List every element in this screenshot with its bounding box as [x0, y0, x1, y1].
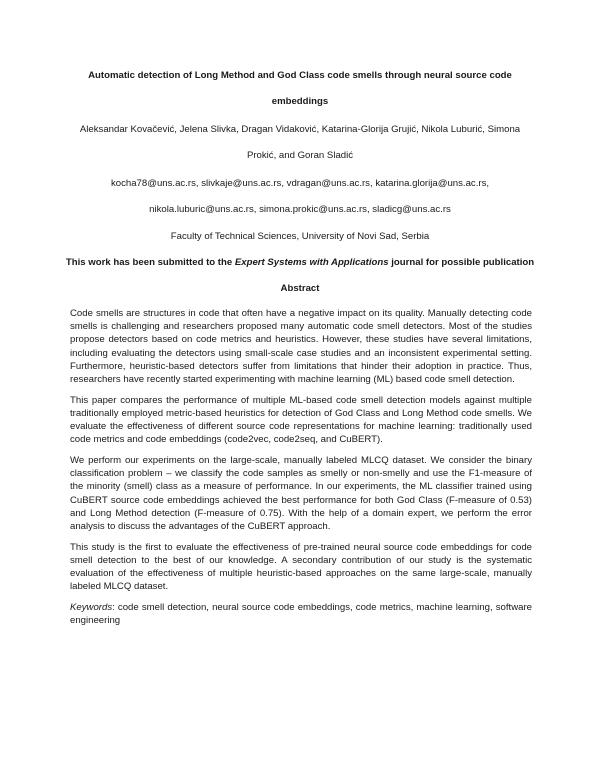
affiliation: Faculty of Technical Sciences, University of Novi Sad, Serbia [170, 231, 430, 242]
abstract-paragraph-4: This study is the first to evaluate the effectiveness of pre-trained neural source code embeddings for code smell detection to the best of our knowledge. A secondary contribution of our study is the systematic evaluation of the effectiveness of multiple heuristic-based approaches on the same large-scale, manually labeled MLCQ dataset. [70, 541, 532, 593]
abstract-paragraph-1: Code smells are structures in code that often have a negative impact on its quality. Manually detecting code smells is challenging and researchers proposed many automatic code smell detectors. Most of the studies propose detectors based on code metrics and heuristics. However, these studies have several limitations, including evaluating the detectors using small-scale case studies and an inconsistent experimental setting. Furthermore, heuristic-based detectors suffer from limitations that hinder their adoption in practice. Thus, researchers have recently started experimenting with machine learning (ML) based code smell detection. [70, 308, 532, 386]
keywords [70, 601, 532, 627]
emails-line-1: kocha78@uns.ac.rs, slivkaje@uns.ac.rs, vdragan@uns.ac.rs, katarina.glorija@uns.ac.rs, [110, 178, 490, 189]
abstract-body [70, 307, 532, 635]
submission-post: journal for possible publication [388, 257, 535, 268]
submission-pre: This work has been submitted to the [65, 257, 235, 268]
authors-line-1: Aleksandar Kovačević, Jelena Slivka, Dragan Vidaković, Katarina-Glorija Grujić, Nikola Luburić, Simona [79, 124, 521, 135]
submission-journal: Expert Systems with Applications [234, 257, 389, 268]
abstract-heading: Abstract [280, 283, 320, 294]
emails-line-2: nikola.luburic@uns.ac.rs, simona.prokic@uns.ac.rs, sladicg@uns.ac.rs [149, 204, 451, 215]
paper-title-line-2: embeddings [271, 96, 329, 107]
paper-title-line-1: Automatic detection of Long Method and God Class code smells through neural source code [88, 70, 512, 81]
authors-line-2: Prokić, and Goran Sladić [246, 150, 354, 161]
submission-note [60, 257, 540, 269]
abstract-paragraph-2: This paper compares the performance of multiple ML-based code smell detection models against multiple traditionally employed metric-based heuristics for detection of God Class and Long Method code smells. We evaluate the effectiveness of different source code representations for machine learning: traditionally used code metrics and code embeddings (code2vec, code2seq, and CuBERT). [70, 394, 532, 446]
keywords-text: : code smell detection, neural source code embeddings, code metrics, machine learning, software engineering [70, 602, 532, 627]
keywords-label: Keywords [70, 602, 113, 614]
abstract-paragraph-3: We perform our experiments on the large-scale, manually labeled MLCQ dataset. We consider the binary classification problem – we classify the code samples as smelly or non-smelly and use the F1-measure of the minority (smell) class as a measure of performance. In our experiments, the ML classifier trained using CuBERT source code embeddings achieved the best performance for both God Class (F-measure of 0.53) and Long Method detection (F-measure of 0.75). With the help of a domain expert, we perform the error analysis to discuss the advantages of the CuBERT approach. [70, 455, 532, 533]
